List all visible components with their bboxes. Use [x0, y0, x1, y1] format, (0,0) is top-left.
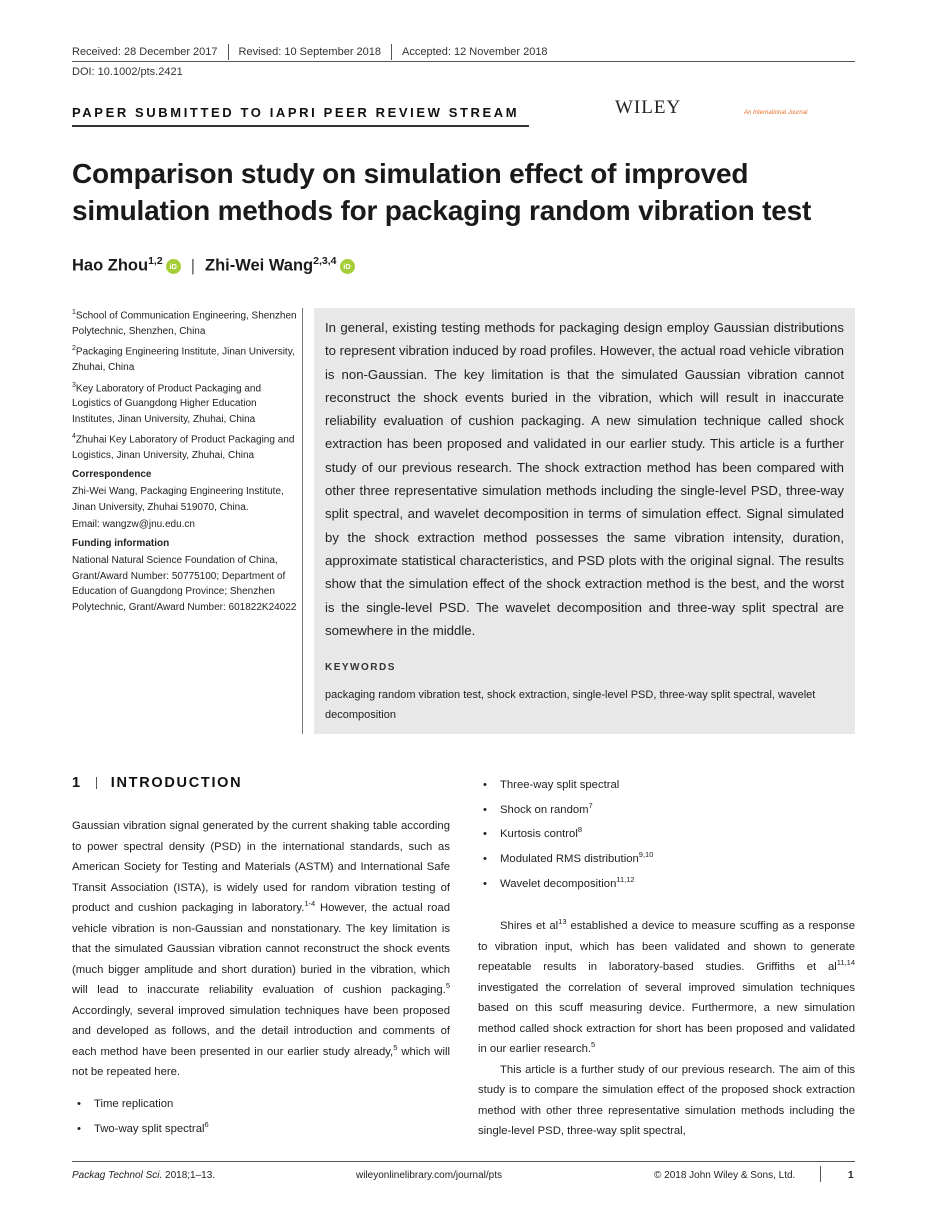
body-text: Shires et al	[500, 920, 559, 932]
received-date: Received: 28 December 2017	[72, 45, 218, 58]
sidebar-divider	[302, 308, 303, 734]
journal-tagline: An International Journal	[744, 110, 808, 116]
copyright: © 2018 John Wiley & Sons, Ltd.	[654, 1170, 796, 1181]
affiliation-number: 4	[72, 433, 76, 441]
funding-heading: Funding information	[72, 537, 170, 549]
affiliation-text: Key Laboratory of Product Packaging and Logistics of Guangdong Higher Education Institutes, Jinan University, Zhuhai, China	[72, 382, 262, 425]
author-list	[72, 255, 355, 276]
author-name[interactable]: Zhi-Wei Wang	[204, 256, 314, 275]
citation-ref[interactable]: 5	[445, 981, 450, 991]
page-number: 1	[848, 1170, 854, 1181]
article-dates	[72, 44, 548, 60]
method-list-continued	[478, 773, 653, 896]
body-text: Accordingly, several improved simulation techniques have been proposed and developed as follows, and the detail introduction and comments of each method have been presented in our earlier study already,	[72, 1004, 450, 1058]
body-text: Gaussian vibration signal generated by the current shaking table according to power spectral density (PSD) in the international standards, such as American Society for Testing and Materials (ASTM) and International Safe Transit Association (ISTA), is widely used for random vibration testing of product and cushion packaging in laboratory.	[72, 820, 450, 914]
method-name: Time replication	[94, 1098, 174, 1110]
citation-ref[interactable]: 13	[558, 917, 567, 927]
correspondence-text: Zhi-Wei Wang, Packaging Engineering Institute, Jinan University, Zhuhai 519070, China.	[72, 486, 284, 513]
abstract-text: In general, existing testing methods for packaging design employ Gaussian distributions to represent vibration induced by road profiles. However, the actual road vehicle vibration is non-Gaussian. The key limitation is that the simulated Gaussian vibration cannot reconstruct the shock events buried in the vibration, which will result in inaccurate reliability evaluation of cushion packaging. A new simulation technique called shock extraction has been proposed and validated in our earlier study. This article is a further study of our previous research. The shock extraction method has been compared with other three representative simulation methods including the single-level PSD, three-way split spectral, and wavelet decomposition in terms of simulation effect. Signal simulated by the shock extraction method possesses the same vibration intensity, duration, approximate statistical characteristics, and PSD plots with the original signal. The results show that the simulation effect of the shock extraction method is the best, and the worst is the single-level PSD. The wavelet decomposition and three-way split spectral are somewhere in the middle.	[325, 320, 844, 638]
journal-url[interactable]: wileyonlinelibrary.com/journal/pts	[356, 1170, 502, 1181]
affiliation-number: 3	[72, 381, 76, 389]
footer-rule	[72, 1161, 855, 1162]
citation-ref[interactable]: 7	[588, 800, 593, 810]
orcid-icon[interactable]: iD	[166, 259, 181, 274]
paragraph	[478, 916, 855, 1060]
keywords-heading: KEYWORDS	[325, 662, 396, 673]
orcid-icon[interactable]: iD	[340, 259, 355, 274]
affiliations-sidebar	[72, 305, 298, 617]
accepted-date: Accepted: 12 November 2018	[402, 45, 548, 58]
method-name: Two-way split spectral	[94, 1122, 205, 1135]
citation-ref[interactable]: 5	[591, 1040, 596, 1050]
list-item	[478, 773, 653, 798]
header-rule	[72, 61, 855, 62]
correspondence-heading: Correspondence	[72, 468, 152, 480]
stream-underline	[72, 125, 529, 127]
list-item	[72, 1117, 209, 1142]
citation-ref[interactable]: 1-4	[304, 899, 316, 909]
citation-ref[interactable]: 8	[577, 825, 583, 835]
method-name: Three-way split spectral	[500, 779, 620, 791]
year-pages: 2018;1–13.	[162, 1170, 216, 1181]
affiliation	[72, 429, 298, 463]
list-item	[478, 798, 653, 823]
journal-abbrev: Packag Technol Sci.	[72, 1170, 163, 1181]
list-item	[478, 822, 653, 847]
date-divider	[228, 44, 229, 60]
affiliation-number: 1	[72, 309, 76, 316]
date-divider	[391, 44, 392, 60]
affiliation-number: 2	[72, 345, 76, 353]
affiliation	[72, 341, 298, 375]
method-name: Modulated RMS distribution	[500, 853, 639, 866]
citation-ref[interactable]: 5	[393, 1042, 398, 1052]
method-list	[72, 1092, 209, 1141]
citation-ref[interactable]: 11,14	[836, 958, 855, 968]
author-name[interactable]: Hao Zhou	[72, 256, 149, 275]
list-item	[72, 1092, 209, 1117]
list-item	[478, 847, 653, 872]
section-heading	[72, 775, 242, 791]
affiliation	[72, 305, 298, 339]
section-title: INTRODUCTION	[110, 775, 243, 791]
method-name: Wavelet decomposition	[500, 877, 617, 890]
section-number: 1	[72, 775, 82, 791]
footer-divider	[820, 1166, 821, 1182]
revised-date: Revised: 10 September 2018	[238, 45, 382, 58]
section-divider	[96, 777, 97, 789]
body-text: However, the actual road vehicle vibration is non-Gaussian and nonstationary. The key limitation is that the simulated Gaussian vibration cannot reconstruct the shock events (much bigger amplitude and short duration) buried in the vibration, which will lead to inaccurate reliability evaluation of cushion packaging.	[72, 902, 450, 996]
body-text: investigated the correlation of several improved simulation techniques based on this scuff measuring device. Furthermore, a new simulation method called shock extraction for short has been proposed and validated in our earlier research.	[478, 981, 855, 1055]
author-separator: |	[190, 256, 195, 275]
right-column-text	[478, 916, 855, 1142]
footer-citation	[72, 1170, 215, 1181]
citation-ref[interactable]: 6	[204, 1119, 209, 1129]
intro-paragraph	[72, 816, 450, 1083]
citation-ref[interactable]: 11,12	[616, 874, 635, 884]
paper-title: Comparison study on simulation effect of improved simulation methods for packaging random vibration test	[72, 158, 812, 226]
paragraph: This article is a further study of our previous research. The aim of this study is to compare the simulation effect of the proposed shock extraction method with other three representative simulation methods including the single-level PSD, three-way split spectral,	[478, 1063, 855, 1137]
affiliation	[72, 378, 298, 428]
correspondence-email[interactable]: Email: wangzw@jnu.edu.cn	[72, 519, 195, 531]
list-item	[478, 872, 653, 897]
method-name: Kurtosis control	[500, 828, 578, 841]
body-text: established a device to measure scuffing as a response to vibration input, which has been validated and shown to generate repeatable results in laboratory-based studies. Griffiths et al	[478, 920, 855, 973]
citation-ref[interactable]: 9,10	[638, 850, 654, 860]
keywords-text: packaging random vibration test, shock extraction, single-level PSD, three-way split spectral, wavelet decomposition	[325, 689, 816, 721]
affiliation-text: School of Communication Engineering, Shenzhen Polytechnic, Shenzhen, China	[72, 310, 297, 337]
method-name: Shock on random	[500, 803, 589, 816]
funding-text: National Natural Science Foundation of China, Grant/Award Number: 50775100; Department of Education of Guangdong Province; Shenzhen Polytechnic, Grant/Award Number: 601822K24022	[72, 555, 297, 613]
author-affiliation-marker: 1,2	[148, 255, 163, 267]
publisher-logo: WILEY	[615, 97, 682, 118]
doi[interactable]: DOI: 10.1002/pts.2421	[72, 66, 183, 78]
affiliation-text: Packaging Engineering Institute, Jinan University, Zhuhai, China	[72, 346, 295, 374]
author-affiliation-marker: 2,3,4	[313, 255, 337, 267]
affiliation-text: Zhuhai Key Laboratory of Product Packaging and Logistics, Jinan University, Zhuhai, China	[72, 434, 295, 462]
body-text: which will not be repeated here.	[72, 1045, 450, 1078]
review-stream-label: PAPER SUBMITTED TO IAPRI PEER REVIEW STREAM	[72, 105, 520, 120]
